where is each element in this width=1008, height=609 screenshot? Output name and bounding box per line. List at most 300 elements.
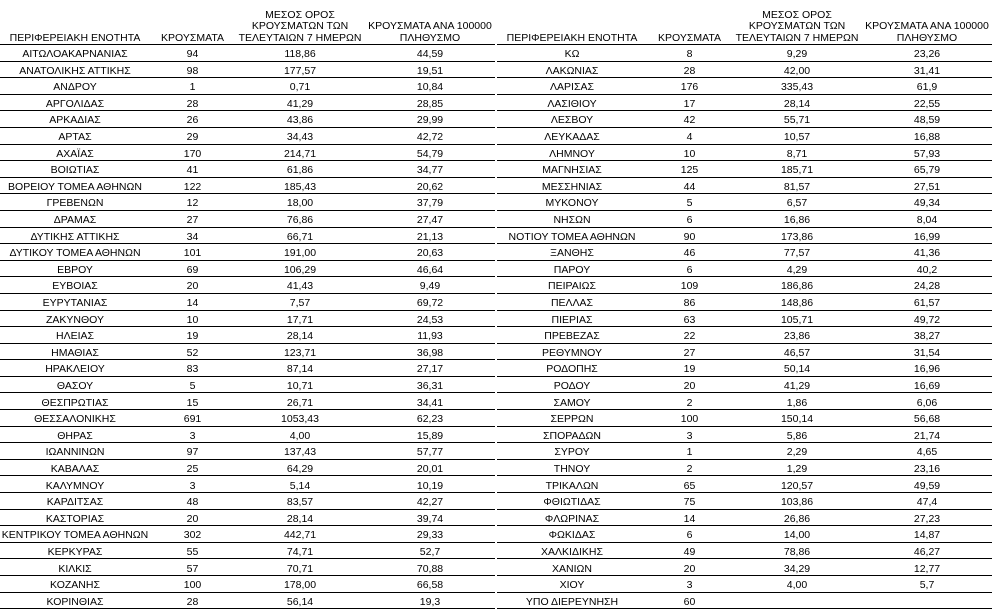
cell-cases-per-100000: 27,23 (862, 509, 992, 526)
cell-regional-unit: ΗΜΑΘΙΑΣ (0, 343, 150, 360)
table-row (0, 509, 495, 526)
table-row (0, 111, 495, 128)
table-row (0, 277, 495, 294)
cell-regional-unit: ΡΕΘΥΜΝΟΥ (497, 343, 647, 360)
cell-cases-per-100000: 19,3 (365, 592, 495, 609)
table-row (497, 343, 992, 360)
table-row (497, 127, 992, 144)
cell-7day-average: 10,57 (732, 127, 862, 144)
cell-cases: 20 (150, 277, 235, 294)
table-row (0, 393, 495, 410)
cell-regional-unit: ΚΑΛΥΜΝΟΥ (0, 476, 150, 493)
cell-regional-unit: ΧΑΝΙΩΝ (497, 559, 647, 576)
cell-regional-unit: ΝΟΤΙΟΥ ΤΟΜΕΑ ΑΘΗΝΩΝ (497, 227, 647, 244)
header-row (497, 2, 992, 45)
cell-cases: 10 (150, 310, 235, 327)
cell-7day-average: 83,57 (235, 493, 365, 510)
cell-7day-average: 7,57 (235, 293, 365, 310)
cell-cases: 15 (150, 393, 235, 410)
cell-7day-average: 46,57 (732, 343, 862, 360)
cell-7day-average: 41,29 (235, 94, 365, 111)
cell-cases-per-100000: 16,88 (862, 127, 992, 144)
cell-7day-average: 18,00 (235, 194, 365, 211)
cell-cases: 22 (647, 327, 732, 344)
cell-cases: 34 (150, 227, 235, 244)
cell-cases: 3 (150, 426, 235, 443)
cell-cases: 20 (647, 376, 732, 393)
cell-cases: 10 (647, 144, 732, 161)
cell-regional-unit: ΛΑΣΙΘΙΟΥ (497, 94, 647, 111)
cell-7day-average: 442,71 (235, 526, 365, 543)
table-row (0, 310, 495, 327)
table-row (497, 45, 992, 62)
cell-cases: 14 (647, 509, 732, 526)
cell-regional-unit: ΘΗΡΑΣ (0, 426, 150, 443)
table-row (0, 376, 495, 393)
cell-cases-per-100000: 42,72 (365, 127, 495, 144)
cell-cases: 100 (150, 576, 235, 593)
table-row (0, 177, 495, 194)
cell-7day-average: 186,86 (732, 277, 862, 294)
table-row (497, 94, 992, 111)
cell-regional-unit: ΘΕΣΣΑΛΟΝΙΚΗΣ (0, 410, 150, 427)
cell-7day-average: 214,71 (235, 144, 365, 161)
cell-regional-unit: ΣΕΡΡΩΝ (497, 410, 647, 427)
cell-7day-average: 4,29 (732, 260, 862, 277)
cell-cases: 75 (647, 493, 732, 510)
cell-7day-average: 14,00 (732, 526, 862, 543)
cell-regional-unit: ΧΙΟΥ (497, 576, 647, 593)
cell-cases: 3 (647, 576, 732, 593)
cell-cases-per-100000: 49,59 (862, 476, 992, 493)
cell-regional-unit: ΜΕΣΣΗΝΙΑΣ (497, 177, 647, 194)
cell-cases: 3 (150, 476, 235, 493)
cell-cases-per-100000: 15,89 (365, 426, 495, 443)
cell-regional-unit: ΛΕΣΒΟΥ (497, 111, 647, 128)
cell-regional-unit: ΚΟΡΙΝΘΙΑΣ (0, 592, 150, 609)
cell-cases: 41 (150, 161, 235, 178)
table-row (497, 459, 992, 476)
cell-cases: 20 (150, 509, 235, 526)
cell-cases: 26 (150, 111, 235, 128)
cell-7day-average (732, 592, 862, 609)
cell-cases: 49 (647, 542, 732, 559)
header-7day-average: ΜΕΣΟΣ ΟΡΟΣ ΚΡΟΥΣΜΑΤΩΝ ΤΩΝ ΤΕΛΕΥΤΑΙΩΝ 7 ΗΜΕΡΩΝ (732, 2, 862, 45)
table-row (0, 576, 495, 593)
cell-cases: 97 (150, 443, 235, 460)
cell-7day-average: 335,43 (732, 78, 862, 95)
header-row (0, 2, 495, 45)
table-row (497, 592, 992, 609)
cell-cases-per-100000: 36,31 (365, 376, 495, 393)
cell-regional-unit: ΚΟΖΑΝΗΣ (0, 576, 150, 593)
left-cases-table (0, 2, 495, 609)
cell-cases-per-100000: 10,19 (365, 476, 495, 493)
cell-cases: 57 (150, 559, 235, 576)
cell-7day-average: 185,43 (235, 177, 365, 194)
cell-7day-average: 34,43 (235, 127, 365, 144)
table-row (497, 194, 992, 211)
cell-7day-average: 42,00 (732, 61, 862, 78)
cell-cases: 19 (150, 327, 235, 344)
cell-cases: 28 (647, 61, 732, 78)
cell-7day-average: 64,29 (235, 459, 365, 476)
cell-7day-average: 148,86 (732, 293, 862, 310)
cell-7day-average: 137,43 (235, 443, 365, 460)
table-row (0, 244, 495, 261)
table-row (0, 343, 495, 360)
cell-regional-unit: ΚΑΣΤΟΡΙΑΣ (0, 509, 150, 526)
header-7day-average: ΜΕΣΟΣ ΟΡΟΣ ΚΡΟΥΣΜΑΤΩΝ ΤΩΝ ΤΕΛΕΥΤΑΙΩΝ 7 ΗΜΕΡΩΝ (235, 2, 365, 45)
table-row (497, 78, 992, 95)
table-row (497, 310, 992, 327)
cell-7day-average: 26,86 (732, 509, 862, 526)
table-row (0, 210, 495, 227)
cell-regional-unit: ΘΕΣΠΡΩΤΙΑΣ (0, 393, 150, 410)
right-cases-table (497, 2, 992, 609)
cell-regional-unit: ΑΡΚΑΔΙΑΣ (0, 111, 150, 128)
cell-cases: 42 (647, 111, 732, 128)
cell-7day-average: 50,14 (732, 360, 862, 377)
cell-regional-unit: ΡΟΔΟΠΗΣ (497, 360, 647, 377)
cell-cases-per-100000: 46,64 (365, 260, 495, 277)
cell-cases: 8 (647, 45, 732, 62)
cell-cases: 27 (647, 343, 732, 360)
cell-regional-unit: ΑΙΤΩΛΟΑΚΑΡΝΑΝΙΑΣ (0, 45, 150, 62)
cell-cases-per-100000: 46,27 (862, 542, 992, 559)
cell-7day-average: 4,00 (235, 426, 365, 443)
cell-7day-average: 177,57 (235, 61, 365, 78)
cell-regional-unit: ΑΝΑΤΟΛΙΚΗΣ ΑΤΤΙΚΗΣ (0, 61, 150, 78)
cell-regional-unit: ΜΑΓΝΗΣΙΑΣ (497, 161, 647, 178)
cell-regional-unit: ΖΑΚΥΝΘΟΥ (0, 310, 150, 327)
cell-cases-per-100000: 27,51 (862, 177, 992, 194)
cell-regional-unit: ΒΟΙΩΤΙΑΣ (0, 161, 150, 178)
cell-7day-average: 26,71 (235, 393, 365, 410)
cell-cases: 6 (647, 526, 732, 543)
cell-7day-average: 1,29 (732, 459, 862, 476)
cell-regional-unit: ΠΕΙΡΑΙΩΣ (497, 277, 647, 294)
cell-cases-per-100000: 14,87 (862, 526, 992, 543)
cell-regional-unit: ΘΑΣΟΥ (0, 376, 150, 393)
table-row (497, 526, 992, 543)
cell-regional-unit: ΦΛΩΡΙΝΑΣ (497, 509, 647, 526)
cell-cases-per-100000: 31,41 (862, 61, 992, 78)
table-row (0, 476, 495, 493)
cell-regional-unit: ΕΥΡΥΤΑΝΙΑΣ (0, 293, 150, 310)
cell-regional-unit: ΧΑΛΚΙΔΙΚΗΣ (497, 542, 647, 559)
cell-cases-per-100000: 37,79 (365, 194, 495, 211)
table-row (0, 526, 495, 543)
table-row (497, 360, 992, 377)
cell-regional-unit: ΚΕΝΤΡΙΚΟΥ ΤΟΜΕΑ ΑΘΗΝΩΝ (0, 526, 150, 543)
table-row (497, 410, 992, 427)
cell-cases: 170 (150, 144, 235, 161)
table-row (0, 542, 495, 559)
cell-cases-per-100000: 24,28 (862, 277, 992, 294)
cell-cases-per-100000: 23,16 (862, 459, 992, 476)
cell-cases: 98 (150, 61, 235, 78)
table-row (0, 45, 495, 62)
cell-cases-per-100000: 31,54 (862, 343, 992, 360)
cell-cases-per-100000: 65,79 (862, 161, 992, 178)
cell-regional-unit: ΛΗΜΝΟΥ (497, 144, 647, 161)
cell-7day-average: 76,86 (235, 210, 365, 227)
table-row (0, 592, 495, 609)
cell-cases-per-100000: 70,88 (365, 559, 495, 576)
cell-cases-per-100000: 23,26 (862, 45, 992, 62)
cell-cases-per-100000: 52,7 (365, 542, 495, 559)
cell-regional-unit: ΔΥΤΙΚΗΣ ΑΤΤΙΚΗΣ (0, 227, 150, 244)
cell-cases-per-100000: 62,23 (365, 410, 495, 427)
cell-cases: 1 (647, 443, 732, 460)
cell-cases-per-100000: 34,77 (365, 161, 495, 178)
table-row (497, 227, 992, 244)
cell-cases: 100 (647, 410, 732, 427)
cell-7day-average: 28,14 (235, 327, 365, 344)
cell-7day-average: 9,29 (732, 45, 862, 62)
cell-cases-per-100000: 57,77 (365, 443, 495, 460)
cell-regional-unit: ΦΩΚΙΔΑΣ (497, 526, 647, 543)
cell-7day-average: 0,71 (235, 78, 365, 95)
cell-cases-per-100000: 54,79 (365, 144, 495, 161)
right-table-body (497, 45, 992, 609)
cell-7day-average: 1,86 (732, 393, 862, 410)
cell-regional-unit: ΚΕΡΚΥΡΑΣ (0, 542, 150, 559)
header-cases: ΚΡΟΥΣΜΑΤΑ (150, 2, 235, 45)
table-row (0, 443, 495, 460)
cell-cases: 27 (150, 210, 235, 227)
cell-7day-average: 23,86 (732, 327, 862, 344)
cell-regional-unit: ΝΗΣΩΝ (497, 210, 647, 227)
cell-regional-unit: ΑΝΔΡΟΥ (0, 78, 150, 95)
cell-7day-average: 34,29 (732, 559, 862, 576)
cell-7day-average: 178,00 (235, 576, 365, 593)
cell-cases: 94 (150, 45, 235, 62)
cell-cases: 12 (150, 194, 235, 211)
cell-cases-per-100000: 16,96 (862, 360, 992, 377)
cell-regional-unit: ΕΥΒΟΙΑΣ (0, 277, 150, 294)
cell-regional-unit: ΤΡΙΚΑΛΩΝ (497, 476, 647, 493)
cell-cases-per-100000: 21,13 (365, 227, 495, 244)
table-row (0, 161, 495, 178)
cell-7day-average: 16,86 (732, 210, 862, 227)
cell-cases: 125 (647, 161, 732, 178)
cell-cases-per-100000: 20,63 (365, 244, 495, 261)
cell-cases: 691 (150, 410, 235, 427)
cell-regional-unit: ΤΗΝΟΥ (497, 459, 647, 476)
cell-cases-per-100000: 36,98 (365, 343, 495, 360)
cell-cases-per-100000: 24,53 (365, 310, 495, 327)
cell-7day-average: 2,29 (732, 443, 862, 460)
cell-cases: 29 (150, 127, 235, 144)
cell-7day-average: 70,71 (235, 559, 365, 576)
cell-cases: 109 (647, 277, 732, 294)
cell-7day-average: 28,14 (235, 509, 365, 526)
table-row (497, 210, 992, 227)
cell-7day-average: 43,86 (235, 111, 365, 128)
cell-cases: 90 (647, 227, 732, 244)
cell-cases: 17 (647, 94, 732, 111)
cell-cases: 65 (647, 476, 732, 493)
cell-regional-unit: ΛΑΡΙΣΑΣ (497, 78, 647, 95)
cell-cases: 14 (150, 293, 235, 310)
cell-regional-unit: ΡΟΔΟΥ (497, 376, 647, 393)
header-regional-unit: ΠΕΡΙΦΕΡΕΙΑΚΗ ΕΝΟΤΗΤΑ (0, 2, 150, 45)
cell-cases-per-100000: 9,49 (365, 277, 495, 294)
cell-cases-per-100000: 28,85 (365, 94, 495, 111)
cell-cases: 48 (150, 493, 235, 510)
table-row (497, 161, 992, 178)
table-row (0, 78, 495, 95)
cell-cases-per-100000: 27,17 (365, 360, 495, 377)
cell-regional-unit: ΦΘΙΩΤΙΔΑΣ (497, 493, 647, 510)
table-row (497, 559, 992, 576)
cell-7day-average: 1053,43 (235, 410, 365, 427)
cell-7day-average: 191,00 (235, 244, 365, 261)
cell-cases: 86 (647, 293, 732, 310)
cell-cases: 69 (150, 260, 235, 277)
cell-cases: 6 (647, 260, 732, 277)
cell-regional-unit: ΔΥΤΙΚΟΥ ΤΟΜΕΑ ΑΘΗΝΩΝ (0, 244, 150, 261)
cell-regional-unit: ΣΥΡΟΥ (497, 443, 647, 460)
table-row (497, 376, 992, 393)
table-row (497, 177, 992, 194)
cell-7day-average: 81,57 (732, 177, 862, 194)
cell-cases-per-100000: 56,68 (862, 410, 992, 427)
left-table-body (0, 45, 495, 609)
cell-regional-unit: ΚΩ (497, 45, 647, 62)
cell-cases-per-100000: 12,77 (862, 559, 992, 576)
cell-cases-per-100000: 6,06 (862, 393, 992, 410)
table-row (497, 277, 992, 294)
cell-7day-average: 120,57 (732, 476, 862, 493)
cell-7day-average: 55,71 (732, 111, 862, 128)
cell-cases-per-100000: 22,55 (862, 94, 992, 111)
cell-7day-average: 173,86 (732, 227, 862, 244)
cell-cases-per-100000: 21,74 (862, 426, 992, 443)
cell-cases-per-100000: 38,27 (862, 327, 992, 344)
cell-7day-average: 56,14 (235, 592, 365, 609)
cell-7day-average: 4,00 (732, 576, 862, 593)
table-row (497, 260, 992, 277)
table-row (0, 227, 495, 244)
cell-cases-per-100000: 40,2 (862, 260, 992, 277)
cell-cases: 6 (647, 210, 732, 227)
cell-cases-per-100000: 48,59 (862, 111, 992, 128)
table-row (497, 293, 992, 310)
header-cases-per-100000: ΚΡΟΥΣΜΑΤΑ ΑΝΑ 100000 ΠΛΗΘΥΣΜΟ (862, 2, 992, 45)
cell-regional-unit: ΚΑΡΔΙΤΣΑΣ (0, 493, 150, 510)
cell-cases-per-100000: 29,99 (365, 111, 495, 128)
cell-cases-per-100000: 47,4 (862, 493, 992, 510)
table-row (0, 94, 495, 111)
cell-7day-average: 61,86 (235, 161, 365, 178)
cell-cases: 60 (647, 592, 732, 609)
cell-7day-average: 74,71 (235, 542, 365, 559)
cell-cases: 101 (150, 244, 235, 261)
cell-7day-average: 41,29 (732, 376, 862, 393)
cell-cases-per-100000: 20,62 (365, 177, 495, 194)
cell-cases-per-100000: 69,72 (365, 293, 495, 310)
cell-7day-average: 103,86 (732, 493, 862, 510)
cell-cases-per-100000: 66,58 (365, 576, 495, 593)
cell-cases: 2 (647, 393, 732, 410)
cell-7day-average: 5,86 (732, 426, 862, 443)
cell-regional-unit: ΚΙΛΚΙΣ (0, 559, 150, 576)
cell-cases: 176 (647, 78, 732, 95)
header-regional-unit: ΠΕΡΙΦΕΡΕΙΑΚΗ ΕΝΟΤΗΤΑ (497, 2, 647, 45)
cell-regional-unit: ΓΡΕΒΕΝΩΝ (0, 194, 150, 211)
table-row (0, 260, 495, 277)
cell-7day-average: 118,86 (235, 45, 365, 62)
cell-regional-unit: ΣΠΟΡΑΔΩΝ (497, 426, 647, 443)
cell-cases-per-100000: 20,01 (365, 459, 495, 476)
cell-regional-unit: ΠΑΡΟΥ (497, 260, 647, 277)
cell-cases: 44 (647, 177, 732, 194)
cell-cases-per-100000: 4,65 (862, 443, 992, 460)
table-row (497, 393, 992, 410)
table-row (497, 476, 992, 493)
table-row (0, 327, 495, 344)
cell-regional-unit: ΞΑΝΘΗΣ (497, 244, 647, 261)
cell-regional-unit: ΑΧΑΪΑΣ (0, 144, 150, 161)
cell-cases-per-100000: 5,7 (862, 576, 992, 593)
table-row (0, 426, 495, 443)
table-row (0, 410, 495, 427)
cell-cases: 1 (150, 78, 235, 95)
cell-regional-unit: ΛΕΥΚΑΔΑΣ (497, 127, 647, 144)
cell-cases: 28 (150, 592, 235, 609)
cell-regional-unit: ΥΠΟ ΔΙΕΡΕΥΝΗΣΗ (497, 592, 647, 609)
cell-cases: 19 (647, 360, 732, 377)
cell-regional-unit: ΗΛΕΙΑΣ (0, 327, 150, 344)
cell-7day-average: 66,71 (235, 227, 365, 244)
cell-regional-unit: ΙΩΑΝΝΙΝΩΝ (0, 443, 150, 460)
cell-cases-per-100000: 10,84 (365, 78, 495, 95)
cell-regional-unit: ΠΙΕΡΙΑΣ (497, 310, 647, 327)
cell-7day-average: 10,71 (235, 376, 365, 393)
table-row (0, 194, 495, 211)
table-row (497, 426, 992, 443)
cell-regional-unit: ΛΑΚΩΝΙΑΣ (497, 61, 647, 78)
cell-7day-average: 6,57 (732, 194, 862, 211)
table-row (497, 61, 992, 78)
cell-cases-per-100000: 34,41 (365, 393, 495, 410)
cell-7day-average: 28,14 (732, 94, 862, 111)
cell-regional-unit: ΑΡΤΑΣ (0, 127, 150, 144)
cell-7day-average: 106,29 (235, 260, 365, 277)
cell-cases-per-100000: 27,47 (365, 210, 495, 227)
cell-regional-unit: ΠΕΛΛΑΣ (497, 293, 647, 310)
cell-cases-per-100000: 19,51 (365, 61, 495, 78)
cell-7day-average: 5,14 (235, 476, 365, 493)
cell-cases: 122 (150, 177, 235, 194)
table-row (497, 244, 992, 261)
table-row (497, 144, 992, 161)
cell-7day-average: 77,57 (732, 244, 862, 261)
table-row (0, 144, 495, 161)
cell-cases: 55 (150, 542, 235, 559)
cell-cases-per-100000 (862, 592, 992, 609)
table-row (497, 542, 992, 559)
cell-cases: 46 (647, 244, 732, 261)
cell-7day-average: 78,86 (732, 542, 862, 559)
table-row (0, 493, 495, 510)
cell-cases-per-100000: 42,27 (365, 493, 495, 510)
table-row (497, 443, 992, 460)
cell-cases-per-100000: 29,33 (365, 526, 495, 543)
